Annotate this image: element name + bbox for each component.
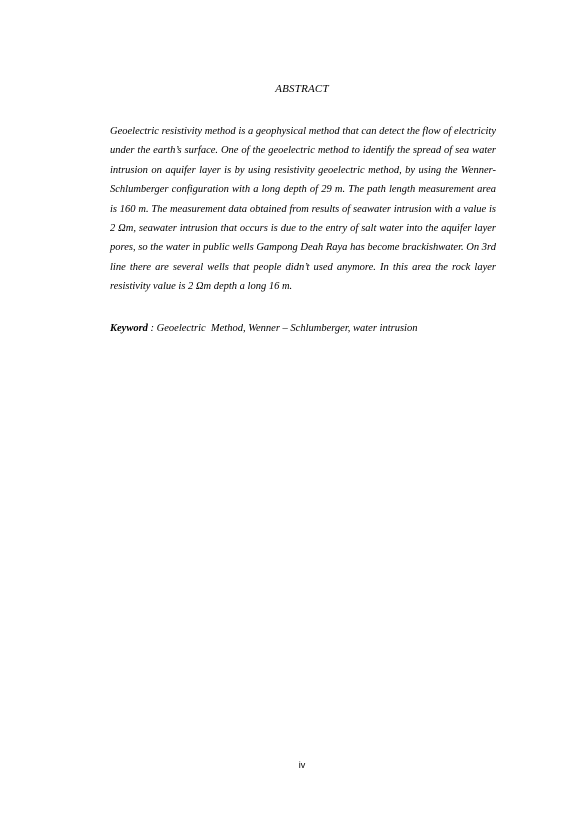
- page-number: iv: [298, 760, 306, 770]
- abstract-body: Geoelectric resistivity method is a geophysical method that can detect the flow of electricity under the earth’s surface. One of the geoelectric method to identify the spread of sea water intrusion on aquifer layer is by using resistivity geoelectric method, by using the Wenner-Schlumberger configuration with a long depth of 29 m. The path length measurement area is 160 m. The measurement data obtained from results of seawater intrusion with a value is 2 Ωm, seawater intrusion that occurs is due to the entry of salt water into the aquifer layer pores, so the water in public wells Gampong Deah Raya has become brackishwater. On 3rd line there are several wells that people didn’t used anymore. In this area the rock layer resistivity value is 2 Ωm depth a long 16 m.: [110, 126, 496, 293]
- abstract-title: ABSTRACT: [275, 83, 329, 95]
- keyword-text: : Geoelectric Method, Wenner – Schlumberger, water intrusion: [147, 323, 418, 334]
- keyword-label: Keyword: [110, 323, 148, 334]
- keyword-line: [110, 322, 500, 336]
